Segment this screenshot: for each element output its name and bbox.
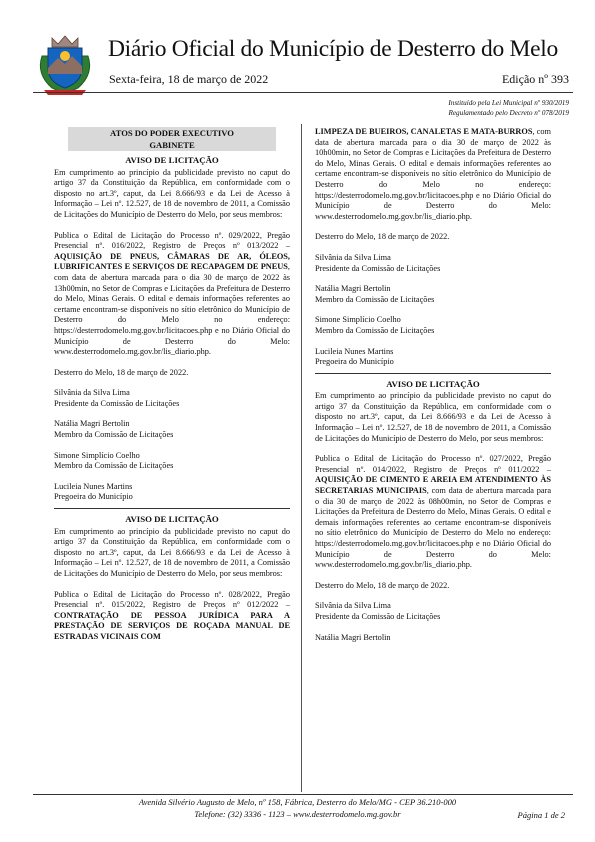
- aviso-title: AVISO DE LICITAÇÃO: [54, 508, 290, 525]
- header-divider: [33, 92, 573, 93]
- right-column: [315, 127, 551, 653]
- signature-block: Simone Simplício Coelho Membro da Comissão de Licitações: [315, 315, 435, 335]
- signature-block: Silvânia da Silva Lima Presidente da Comissão de Licitações: [54, 388, 180, 408]
- institution-decree: Regulamentado pelo Decreto nº 078/2019: [448, 109, 569, 117]
- section-subtitle: GABINETE: [149, 140, 195, 150]
- aviso-intro: Em cumprimento ao princípio da publicidade previsto no caput do artigo 37 da Constituição da República, em conformidade com o disposto no art.3º, caput, da Lei 8.666/93 e da Lei de Acesso à Informação – Lei nº. 12.527, de 18 de novembro de 2011, a Comissão de Licitações do Município de Desterro do Melo, por seus membros:: [315, 391, 551, 443]
- aviso-intro: Em cumprimento ao princípio da publicidade previsto no caput do artigo 37 da Constituição da República, em conformidade com o disposto no art.3º, caput, da Lei 8.666/93 e da Lei de Acesso à Informação – Lei nº. 12.527, de 18 de novembro de 2011, a Comissão de Licitações do Município de Desterro do Melo, por seus membros:: [54, 526, 290, 578]
- section-heading: [68, 127, 276, 151]
- institution-note: [448, 98, 569, 118]
- aviso-body-continued: LIMPEZA DE BUEIROS, CANALETAS E MATA-BURROS, com data de abertura marcada para o dia 30 de março de 2022 às 10h00min, no Setor de Compras e Licitações da Prefeitura de Desterro do Melo, Minas Gerais. O edital e demais informações referentes ao certame encontram-se disponíveis no sítio eletrônico do Município de Desterro do Melo no endereço: https://desterrodomelo.mg.gov.br/licitacoes.php e no Diário Oficial do Município de Desterro do Melo: www.desterrodomelo.mg.gov.br/lis_diario.php.: [315, 127, 551, 221]
- column-divider: [301, 124, 302, 792]
- issue-date: Sexta-feira, 18 de março de 2022: [109, 72, 269, 86]
- place-date: Desterro do Melo, 18 de março de 2022.: [315, 580, 450, 590]
- coat-of-arms-icon: [34, 34, 96, 96]
- masthead: [30, 34, 575, 94]
- edition-number: Edição nº 393: [501, 72, 569, 86]
- signature-block: Silvânia da Silva Lima Presidente da Comissão de Licitações: [315, 601, 441, 621]
- section-title: ATOS DO PODER EXECUTIVO: [110, 128, 234, 138]
- left-column: [54, 127, 290, 653]
- signature-block: Lucileia Nunes Martins Pregoeira do Município: [315, 346, 394, 367]
- signature-block: Simone Simplício Coelho Membro da Comissão de Licitações: [54, 450, 174, 471]
- aviso-title: AVISO DE LICITAÇÃO: [315, 373, 551, 390]
- place-date: Desterro do Melo, 18 de março de 2022.: [54, 367, 189, 377]
- footer-divider: [33, 794, 573, 795]
- footer-address: Avenida Silvério Augusto de Melo, nº 158, Fábrica, Desterro do Melo/MG - CEP 36.210-000: [138, 797, 457, 807]
- aviso-body: Publica o Edital de Licitação do Processo nº. 027/2022, Pregão Presencial nº. 014/2022, Registro de Preços nº 011/2022 – AQUISIÇÃO DE CIMENTO E AREIA EM ATENDIMENTO ÀS SECRETARIAS MUNICIPAIS, com data de abertura marcada para o dia 30 de março de 2022 às 08h00min, no Setor de Compras e Licitações da Prefeitura de Desterro do Melo, Minas Gerais. O edital e demais informações referentes ao certame encontram-se disponíveis no sítio eletrônico do Município de Desterro do Melo no endereço: https://desterrodomelo.mg.gov.br/licitacoes.php e no Diário Oficial do Município de Desterro do Melo: www.desterrodomelo.mg.gov.br/lis_diario.php.: [315, 454, 551, 570]
- aviso-title: AVISO DE LICITAÇÃO: [125, 155, 219, 165]
- aviso-body: Publica o Edital de Licitação do Processo nº. 029/2022, Pregão Presencial nº. 016/2022, Registro de Preços nº 013/2022 – AQUISIÇÃO DE PNEUS, CÂMARAS DE AR, ÓLEOS, LUBRIFICANTES E SERVIÇOS DE RECAPAGEM DE PNEUS, com data de abertura marcada para o dia 30 de março de 2022 às 13h00min, no Setor de Compras e Licitações da Prefeitura de Desterro do Melo, Minas Gerais. O edital e demais informações referentes ao certame encontram-se disponíveis no sítio eletrônico do Município de Desterro do Melo no endereço: https://desterrodomelo.mg.gov.br/licitacoes.php e no Diário Oficial do Município de Desterro do Melo: www.desterrodomelo.mg.gov.br/lis_diario.php.: [54, 230, 290, 357]
- signature-block: Natália Magri Bertolin Membro da Comissão de Licitações: [54, 419, 174, 440]
- page-number: Página 1 de 2: [517, 810, 565, 820]
- institution-law: Instituído pela Lei Municipal nº 930/2019: [448, 99, 569, 107]
- aviso-intro: Em cumprimento ao princípio da publicidade previsto no caput do artigo 37 da Constituição da República, em conformidade com o disposto no art.3º, caput, da Lei 8.666/93 e da Lei de Acesso à Informação – Lei nº. 12.527, de 18 de novembro de 2011, a Comissão de Licitações do Município de Desterro do Melo, por seus membros:: [54, 167, 290, 219]
- aviso-body: Publica o Edital de Licitação do Processo nº. 028/2022, Pregão Presencial nº. 015/2022, Registro de Preços nº 012/2022 – CONTRATAÇÃO DE PESSOA JURÍDICA PARA A PRESTAÇÃO DE SERVIÇOS DE ROÇADA MANUAL DE ESTRADAS VICINAIS COM: [54, 589, 290, 641]
- signature-block: Natália Magri Bertolin: [315, 632, 391, 642]
- footer-contact: Telefone: (32) 3336 - 1123 – www.desterrodomelo.mg.gov.br: [194, 809, 401, 819]
- signature-block: Natália Magri Bertolin Membro da Comissão de Licitações: [315, 284, 435, 304]
- newspaper-title: Diário Oficial do Município de Desterro do Melo: [108, 36, 558, 62]
- signature-block: Silvânia da Silva Lima Presidente da Comissão de Licitações: [315, 252, 441, 273]
- place-date: Desterro do Melo, 18 de março de 2022.: [315, 232, 450, 242]
- signature-block: Lucileia Nunes Martins Pregoeira do Município: [54, 481, 133, 502]
